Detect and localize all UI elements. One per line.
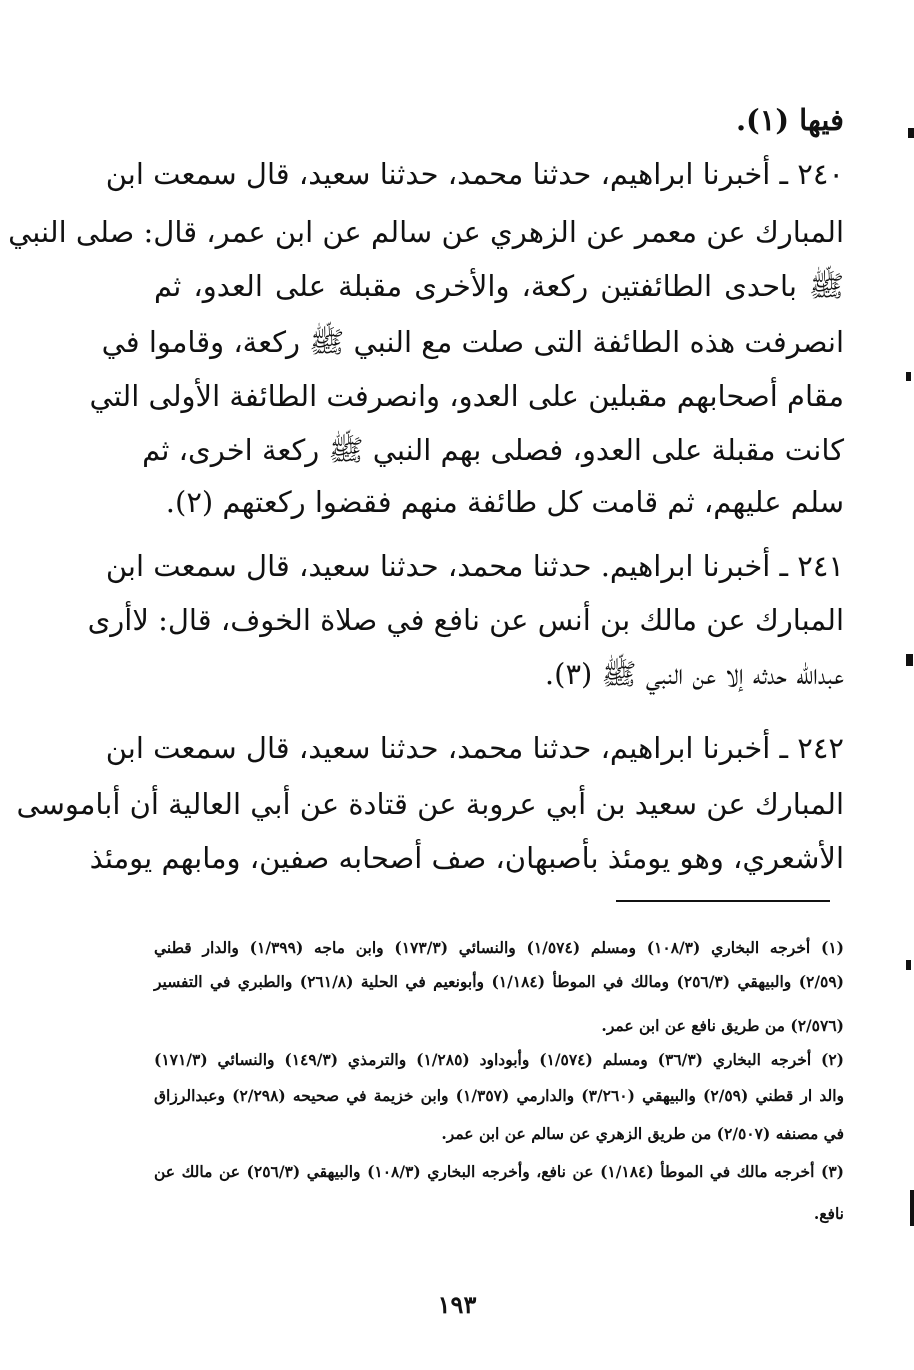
page-number: ١٩٣ [437, 1290, 477, 1319]
footnote-line: نافع. [813, 1204, 844, 1223]
body-line-hadith-240: ٢٤٠ ـ أخبرنا ابراهيم، حدثنا محمد، حدثنا سعيد، قال سمعت ابن [105, 157, 844, 191]
footnote-line: (٣) أخرجه مالك في الموطأ (١/١٨٤) عن نافع، وأخرجه البخاري (١٠٨/٣) والبيهقي (٢٥٦/٣) عن مالك عن [154, 1162, 844, 1181]
body-line: كانت مقبلة على العدو، فصلى بهم النبي ﷺ ركعة اخرى، ثم [142, 433, 844, 467]
body-line-hadith-242: ٢٤٢ ـ أخبرنا ابراهيم، حدثنا محمد، حدثنا سعيد، قال سمعت ابن [105, 731, 844, 765]
footnote-line: (٢/٥٩) والبيهقي (٢٥٦/٣) ومالك في الموطأ (١/١٨٤) وأبونعيم في الحلية (٢٦١/٨) والطبري في التفسير [154, 972, 845, 991]
scan-edge-mark [906, 654, 913, 666]
footnote-line: (٢/٥٧٦) من طريق نافع عن ابن عمر. [601, 1016, 844, 1035]
body-line: المبارك عن مالك بن أنس عن نافع في صلاة الخوف، قال: لاأرى [87, 603, 844, 637]
body-line-continuation: فيها (١). [735, 103, 844, 137]
body-line: المبارك عن معمر عن الزهري عن سالم عن ابن عمر، قال: صلى النبي [8, 215, 844, 249]
body-line: ﷺ باحدى الطائفتين ركعة، والأخرى مقبلة على العدو، ثم [154, 269, 844, 303]
footnote-line: (٢) أخرجه البخاري (٣٦/٣) ومسلم (١/٥٧٤) وأبوداود (١/٢٨٥) والترمذي (١٤٩/٣) والنسائي (١٧١/٣) [154, 1050, 845, 1069]
scan-edge-mark [906, 960, 911, 970]
body-line: سلم عليهم، ثم قامت كل طائفة منهم فقضوا ركعتهم (٢). [165, 485, 844, 519]
scan-edge-mark [906, 372, 911, 381]
body-line: انصرفت هذه الطائفة التى صلت مع النبي ﷺ ركعة، وقاموا في [101, 325, 844, 359]
body-line: عبدالله حدثه إلا عن النبي ﷺ (٣). [544, 657, 844, 691]
scan-edge-mark [910, 1190, 914, 1226]
body-line: المبارك عن سعيد بن أبي عروبة عن قتادة عن أبي العالية أن أباموسى [16, 787, 844, 821]
footnote-line: والد ار قطني (٢/٥٩) والبيهقي (٣/٢٦٠) والدارمي (١/٣٥٧) وابن خزيمة في صحيحه (٢/٢٩٨) وعبدالرزاق [154, 1086, 844, 1105]
scan-edge-mark [908, 128, 914, 138]
body-line: الأشعري، وهو يومئذ بأصبهان، صف أصحابه صفين، ومابهم يومئذ [89, 841, 844, 875]
body-line-hadith-241: ٢٤١ ـ أخبرنا ابراهيم. حدثنا محمد، حدثنا سعيد، قال سمعت ابن [105, 549, 844, 583]
footnote-line: (١) أخرجه البخاري (١٠٨/٣) ومسلم (١/٥٧٤) والنسائي (١٧٣/٣) وابن ماجه (١/٣٩٩) والدار قطني [154, 938, 844, 957]
footnote-line: في مصنفه (٢/٥٠٧) من طريق الزهري عن سالم عن ابن عمر. [441, 1124, 844, 1143]
body-line: مقام أصحابهم مقبلين على العدو، وانصرفت الطائفة الأولى التي [89, 379, 844, 413]
footnote-separator [616, 900, 830, 902]
